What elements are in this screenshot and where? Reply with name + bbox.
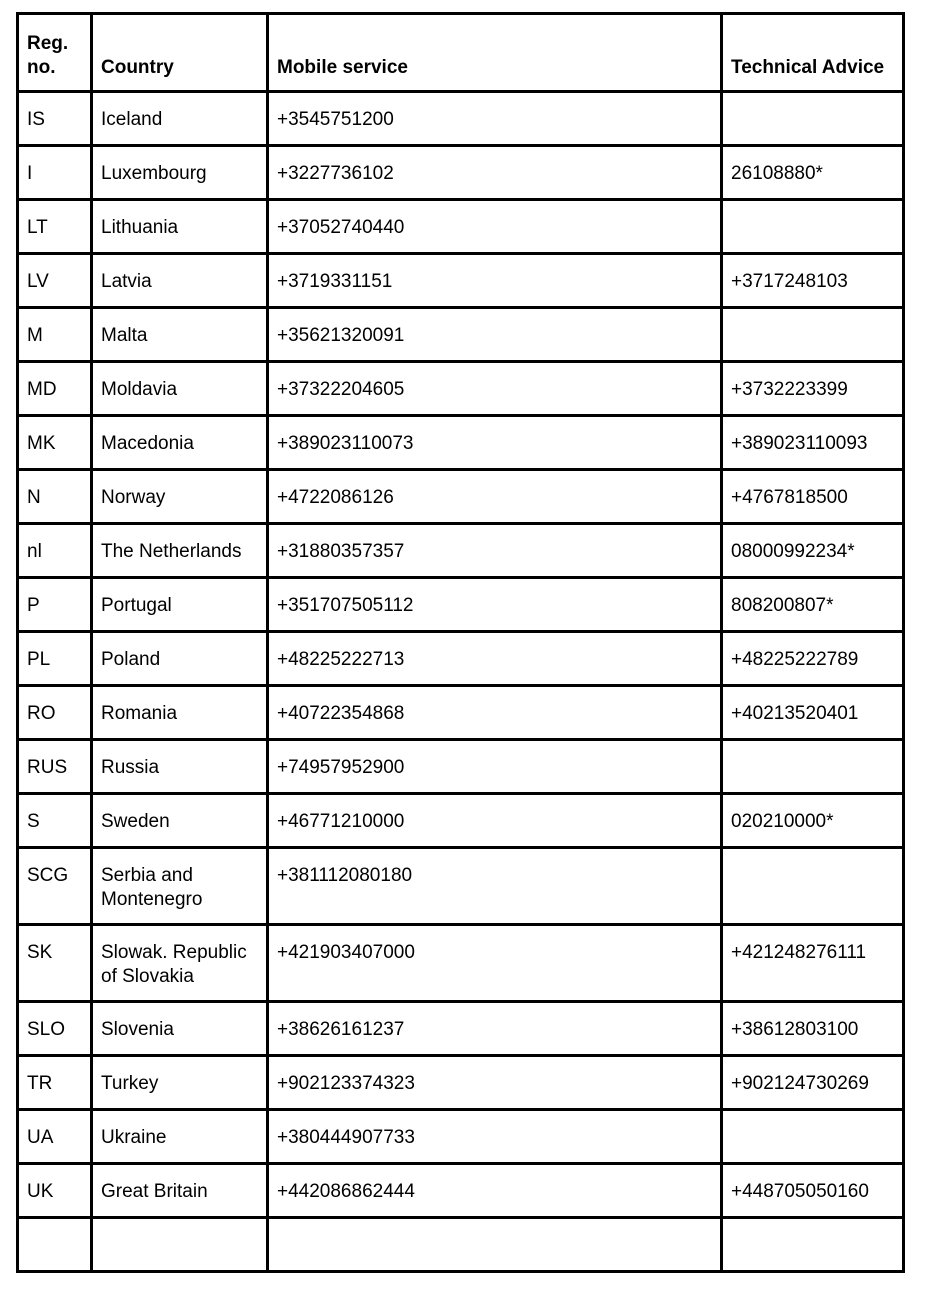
technical-advice-cell bbox=[722, 92, 904, 146]
reg-cell: PL bbox=[18, 632, 92, 686]
mobile-service-cell: +351707505112 bbox=[268, 578, 722, 632]
mobile-service-cell: +37322204605 bbox=[268, 362, 722, 416]
country-cell: The Netherlands bbox=[92, 524, 268, 578]
reg-cell: SCG bbox=[18, 848, 92, 925]
table-row bbox=[18, 925, 904, 1002]
table-row bbox=[18, 632, 904, 686]
mobile-service-cell: +3545751200 bbox=[268, 92, 722, 146]
reg-cell: UA bbox=[18, 1110, 92, 1164]
country-cell: Iceland bbox=[92, 92, 268, 146]
country-cell: Moldavia bbox=[92, 362, 268, 416]
country-cell: Sweden bbox=[92, 794, 268, 848]
header-reg-no: Reg. no. bbox=[18, 14, 92, 92]
table-row bbox=[18, 254, 904, 308]
technical-advice-cell: 020210000* bbox=[722, 794, 904, 848]
technical-advice-cell bbox=[722, 1218, 904, 1272]
country-cell: Romania bbox=[92, 686, 268, 740]
country-cell: Russia bbox=[92, 740, 268, 794]
reg-cell: MD bbox=[18, 362, 92, 416]
country-cell: Norway bbox=[92, 470, 268, 524]
country-cell: Slovenia bbox=[92, 1002, 268, 1056]
technical-advice-cell: 808200807* bbox=[722, 578, 904, 632]
technical-advice-cell bbox=[722, 740, 904, 794]
mobile-service-cell bbox=[268, 1218, 722, 1272]
technical-advice-cell: +4767818500 bbox=[722, 470, 904, 524]
technical-advice-cell bbox=[722, 308, 904, 362]
technical-advice-cell: +421248276111 bbox=[722, 925, 904, 1002]
reg-cell: P bbox=[18, 578, 92, 632]
technical-advice-cell: +902124730269 bbox=[722, 1056, 904, 1110]
technical-advice-cell: +3717248103 bbox=[722, 254, 904, 308]
table-row bbox=[18, 524, 904, 578]
technical-advice-cell: +38612803100 bbox=[722, 1002, 904, 1056]
reg-cell: MK bbox=[18, 416, 92, 470]
technical-advice-cell bbox=[722, 200, 904, 254]
table-row bbox=[18, 1002, 904, 1056]
country-cell: Luxembourg bbox=[92, 146, 268, 200]
mobile-service-cell: +4722086126 bbox=[268, 470, 722, 524]
table-row bbox=[18, 200, 904, 254]
mobile-service-cell: +3719331151 bbox=[268, 254, 722, 308]
technical-advice-cell: +448705050160 bbox=[722, 1164, 904, 1218]
reg-cell: I bbox=[18, 146, 92, 200]
header-technical-advice: Technical Advice bbox=[722, 14, 904, 92]
reg-cell: IS bbox=[18, 92, 92, 146]
header-row bbox=[18, 14, 904, 92]
table-row bbox=[18, 740, 904, 794]
table-row bbox=[18, 848, 904, 925]
reg-cell: M bbox=[18, 308, 92, 362]
reg-cell: UK bbox=[18, 1164, 92, 1218]
country-cell: Malta bbox=[92, 308, 268, 362]
table-row bbox=[18, 1056, 904, 1110]
table-row bbox=[18, 686, 904, 740]
table-row bbox=[18, 362, 904, 416]
mobile-service-cell: +442086862444 bbox=[268, 1164, 722, 1218]
technical-advice-cell: 08000992234* bbox=[722, 524, 904, 578]
table-row bbox=[18, 1164, 904, 1218]
country-cell: Poland bbox=[92, 632, 268, 686]
mobile-service-cell: +3227736102 bbox=[268, 146, 722, 200]
technical-advice-cell bbox=[722, 848, 904, 925]
table-row bbox=[18, 470, 904, 524]
reg-cell bbox=[18, 1218, 92, 1272]
mobile-service-cell: +421903407000 bbox=[268, 925, 722, 1002]
reg-cell: RO bbox=[18, 686, 92, 740]
mobile-service-cell: +31880357357 bbox=[268, 524, 722, 578]
country-cell: Portugal bbox=[92, 578, 268, 632]
reg-cell: LT bbox=[18, 200, 92, 254]
country-cell: Slowak. Republic of Slovakia bbox=[92, 925, 268, 1002]
reg-cell: S bbox=[18, 794, 92, 848]
mobile-service-cell: +35621320091 bbox=[268, 308, 722, 362]
country-cell: Ukraine bbox=[92, 1110, 268, 1164]
table-row bbox=[18, 308, 904, 362]
table-row bbox=[18, 794, 904, 848]
mobile-service-cell: +380444907733 bbox=[268, 1110, 722, 1164]
reg-cell: SK bbox=[18, 925, 92, 1002]
mobile-service-cell: +389023110073 bbox=[268, 416, 722, 470]
reg-cell: SLO bbox=[18, 1002, 92, 1056]
country-cell: Latvia bbox=[92, 254, 268, 308]
mobile-service-cell: +37052740440 bbox=[268, 200, 722, 254]
table-row bbox=[18, 1218, 904, 1272]
technical-advice-cell: +3732223399 bbox=[722, 362, 904, 416]
technical-advice-cell: 26108880* bbox=[722, 146, 904, 200]
mobile-service-cell: +902123374323 bbox=[268, 1056, 722, 1110]
reg-cell: TR bbox=[18, 1056, 92, 1110]
reg-cell: N bbox=[18, 470, 92, 524]
reg-cell: nl bbox=[18, 524, 92, 578]
country-cell: Lithuania bbox=[92, 200, 268, 254]
country-cell bbox=[92, 1218, 268, 1272]
table-row bbox=[18, 1110, 904, 1164]
reg-cell: RUS bbox=[18, 740, 92, 794]
country-cell: Great Britain bbox=[92, 1164, 268, 1218]
reg-cell: LV bbox=[18, 254, 92, 308]
mobile-service-cell: +38626161237 bbox=[268, 1002, 722, 1056]
table-row bbox=[18, 578, 904, 632]
header-mobile-service: Mobile service bbox=[268, 14, 722, 92]
table-row bbox=[18, 92, 904, 146]
table-row bbox=[18, 146, 904, 200]
mobile-service-cell: +40722354868 bbox=[268, 686, 722, 740]
country-cell: Macedonia bbox=[92, 416, 268, 470]
table-row bbox=[18, 416, 904, 470]
mobile-service-cell: +74957952900 bbox=[268, 740, 722, 794]
service-contacts-table bbox=[16, 12, 905, 1273]
country-cell: Serbia and Montenegro bbox=[92, 848, 268, 925]
header-country: Country bbox=[92, 14, 268, 92]
technical-advice-cell: +48225222789 bbox=[722, 632, 904, 686]
country-cell: Turkey bbox=[92, 1056, 268, 1110]
technical-advice-cell bbox=[722, 1110, 904, 1164]
mobile-service-cell: +46771210000 bbox=[268, 794, 722, 848]
technical-advice-cell: +389023110093 bbox=[722, 416, 904, 470]
mobile-service-cell: +381112080180 bbox=[268, 848, 722, 925]
mobile-service-cell: +48225222713 bbox=[268, 632, 722, 686]
technical-advice-cell: +40213520401 bbox=[722, 686, 904, 740]
